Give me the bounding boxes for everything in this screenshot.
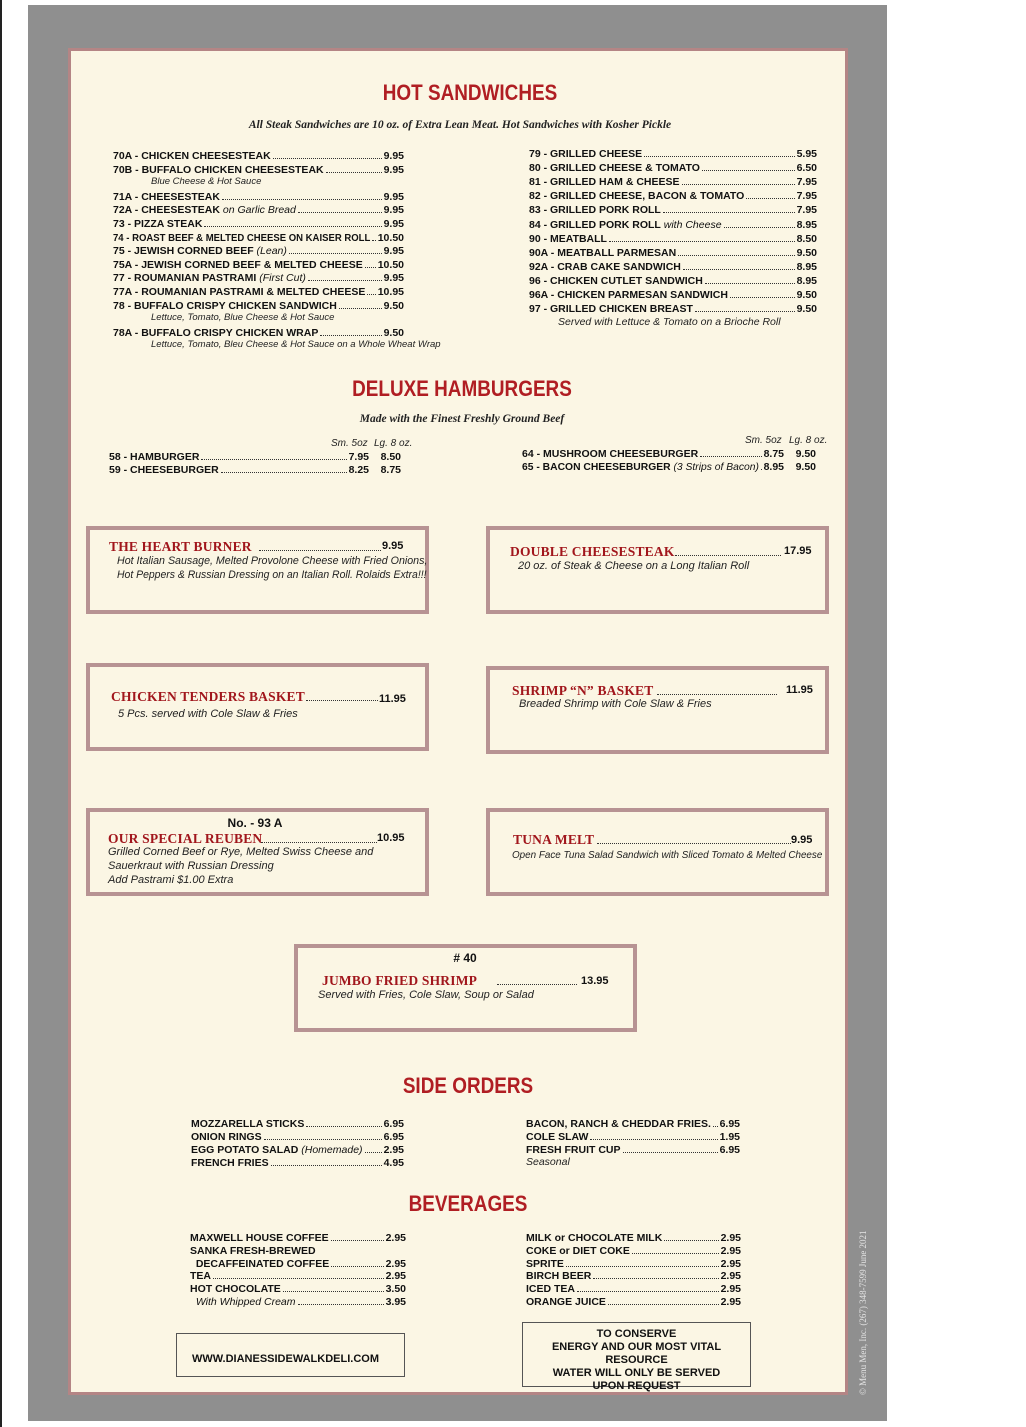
conserve-line-1: TO CONSERVE [596,1328,677,1340]
tuna-melt-title: TUNA MELT [513,832,595,847]
menu-item-name [113,163,324,177]
leader-dots [683,268,795,270]
menu-item-row [113,285,404,299]
conserve-line-2: ENERGY AND OUR MOST VITAL RESOURCE [551,1341,722,1366]
leader-dots [289,252,382,254]
shrimp-basket-price: 11.95 [786,684,813,696]
leader-dots [566,1265,719,1267]
leader-dots [761,468,762,470]
leader-dots [746,197,794,199]
menu-item-name [113,203,296,217]
hot-sandwiches-subtitle: All Steak Sandwiches are 10 oz. of Extra Lean Meat. Hot Sandwiches with Kosher Pickle [248,119,672,131]
menu-item-name-text: 90A - MEATBALL PARMESAN [529,246,677,259]
menu-item-price: 4.95 [383,1157,404,1169]
menu-item-name-text: FRENCH FRIES [191,1157,269,1169]
menu-item-name [113,190,220,204]
menu-item-name-text: HOT CHOCOLATE [190,1283,281,1296]
menu-item-name [529,288,728,302]
menu-item-name [113,299,337,313]
leader-dots [326,171,382,173]
menu-item-name [113,271,306,285]
menu-item-name-text: 77A - ROUMANIAN PASTRAMI & MELTED CHEESE [113,286,366,298]
leader-dots [730,296,795,298]
heart-burner-leader [259,549,381,551]
beverages-title: BEVERAGES [408,1191,528,1216]
price-small: 8.75 [763,448,784,460]
leader-dots [644,155,794,157]
menu-item-name [529,246,676,260]
menu-item-row [529,274,817,288]
menu-item-name-text: ICED TEA [526,1283,576,1296]
menu-item-row [191,1117,404,1131]
menu-item-qualifier: With Whipped Cream [190,1296,296,1308]
leader-dots [339,307,382,309]
menu-item-row [529,302,817,316]
leader-dots [298,211,382,213]
menu-item-name [529,161,700,175]
menu-item-price: 9.95 [383,272,404,285]
special-reuben-price: 10.95 [377,832,405,844]
menu-item-price: 9.95 [383,218,404,230]
heart-burner-price: 9.95 [382,540,404,552]
menu-item-name-text: COKE or DIET COKE [526,1244,630,1257]
menu-item-price: 1.95 [719,1131,740,1143]
menu-item-name [529,203,661,217]
burgers-subtitle: Made with the Finest Freshly Ground Beef [359,413,565,425]
menu-item-name-text: 64 - MUSHROOM CHEESEBURGER [522,448,699,460]
leader-dots [700,455,761,457]
menu-item-qualifier: (Lean) [253,245,287,258]
menu-item-row [529,189,817,203]
menu-item-row [522,460,816,474]
leader-dots [367,293,375,295]
special-reuben-desc-1: Grilled Corned Beef or Rye, Melted Swiss Cheese and [108,846,374,858]
menu-item-price: 9.50 [796,289,817,301]
menu-item-price: 8.95 [796,218,817,231]
leader-dots [664,1239,718,1241]
menu-item-price: 2.95 [385,1257,406,1270]
menu-item-row [191,1156,404,1170]
special-reuben-desc-2: Sauerkraut with Russian Dressing [108,860,274,872]
jumbo-shrimp-price: 13.95 [581,975,609,987]
burger-left-size-lg: Lg. 8 oz. [374,438,413,449]
menu-item-name-text: 70B - BUFFALO CHICKEN CHEESESTEAK [113,163,324,176]
menu-item-row [526,1117,740,1131]
menu-item-qualifier: (First Cut) [256,272,306,285]
menu-item-price: 9.95 [383,204,404,217]
conserve-line-3: WATER WILL ONLY BE SERVED [552,1367,721,1379]
menu-item-price: 8.50 [796,232,817,245]
item-note: Lettuce, Tomato, Blue Cheese & Hot Sauce [151,312,335,324]
jumbo-shrimp-title: JUMBO FRIED SHRIMP [322,973,478,988]
heart-burner-title: THE HEART BURNER [109,539,252,554]
menu-item-row [113,326,404,340]
menu-item-row [526,1143,740,1157]
menu-item-price: 9.95 [383,163,404,176]
leader-dots [308,279,382,281]
leader-dots [702,169,795,171]
menu-item-name-text: 78 - BUFFALO CRISPY CHICKEN SANDWICH [113,299,337,312]
menu-item-price: 6.95 [383,1118,404,1130]
leader-dots [609,240,795,242]
menu-item-name [526,1143,621,1157]
menu-item-price: 8.95 [796,274,817,287]
website-url[interactable]: WWW.DIANESSIDEWALKDELI.COM [192,1353,379,1365]
menu-item-name-text: 84 - GRILLED PORK ROLL [529,218,661,231]
leader-dots [705,282,795,284]
price-large: 9.50 [795,448,816,460]
menu-item-name-text: 70A - CHICKEN CHEESESTEAK [113,150,271,162]
menu-item-name-text: SANKA FRESH-BREWED [190,1244,316,1257]
hot-sandwiches-title: HOT SANDWICHES [382,80,558,105]
leader-dots [213,1277,384,1279]
chicken-tenders-price: 11.95 [379,693,406,705]
tuna-melt-leader [597,842,791,844]
menu-item-name-text: 92A - CRAB CAKE SANDWICH [529,260,681,273]
menu-item-name [529,189,744,203]
menu-item-price: 9.50 [796,246,817,259]
leader-dots [365,266,376,268]
menu-item-name [113,217,202,231]
menu-item-row [190,1295,406,1309]
jumbo-shrimp-number: # 40 [453,951,477,965]
menu-item-name-text: SPRITE [526,1257,564,1270]
menu-item-name [522,447,698,461]
menu-item-row [526,1130,740,1144]
jumbo-shrimp-desc: Served with Fries, Cole Slaw, Soup or Salad [318,989,534,1001]
menu-item-name-text: EGG POTATO SALAD [191,1144,299,1156]
menu-item-price: 9.95 [383,190,404,203]
menu-item-name [113,149,271,163]
menu-item-name [113,258,363,272]
menu-item-name [191,1143,363,1157]
menu-item-name-text: 58 - HAMBURGER [109,451,200,463]
menu-item-price: 9.50 [796,303,817,316]
menu-item-price: 6.50 [796,162,817,175]
menu-item-name [529,147,642,161]
menu-item-price: 2.95 [720,1244,741,1257]
special-reuben-number: No. - 93 A [227,816,283,830]
price-small: 7.95 [348,451,369,463]
menu-item-name-text: 77 - ROUMANIAN PASTRAMI [113,272,257,285]
menu-item-row [526,1295,741,1309]
menu-item-row [113,258,404,272]
menu-item-name-text: 78A - BUFFALO CRISPY CHICKEN WRAP [113,326,319,339]
menu-item-name-text: 72A - CHEESESTEAK [113,204,220,217]
menu-item-qualifier: (3 Strips of Bacon) [670,461,759,473]
menu-item-row [529,288,817,302]
menu-item-price: 2.95 [720,1283,741,1296]
menu-item-name-text: COLE SLAW [526,1131,589,1143]
leader-dots [331,1265,383,1267]
item-note: Blue Cheese & Hot Sauce [151,176,262,188]
leader-dots [283,1290,384,1292]
menu-item-row [109,463,401,477]
leader-dots [306,1125,381,1127]
menu-item-row [529,232,817,246]
menu-item-row [113,190,404,204]
menu-item-price: 5.95 [796,148,817,160]
menu-item-name-text: 90 - MEATBALL [529,232,607,245]
leader-dots [577,1290,719,1292]
leader-dots [204,225,381,227]
menu-item-name-text: 73 - PIZZA STEAK [113,218,203,230]
menu-item-name [113,244,287,258]
chicken-tenders-leader [306,699,378,701]
menu-item-name [529,260,681,274]
menu-item-price: 2.95 [720,1296,741,1308]
menu-item-name [109,450,199,464]
menu-item-name-text: BIRCH BEER [526,1270,592,1283]
menu-item-row [529,161,817,175]
double-cheesesteak-price: 17.95 [784,545,812,557]
menu-item-row [113,244,404,258]
menu-item-name-text: MOZZARELLA STICKS [191,1118,305,1130]
burger-left-size-sm: Sm. 5oz [331,438,368,449]
menu-item-price: 7.95 [796,190,817,203]
menu-item-name-text: FRESH FRUIT CUP [526,1144,621,1156]
menu-item-name-text: 96A - CHICKEN PARMESAN SANDWICH [529,289,728,301]
price-large: 9.50 [795,461,816,473]
menu-item-name-text: 71A - CHEESESTEAK [113,190,220,203]
menu-item-price: 7.95 [796,204,817,217]
menu-item-row [113,299,404,313]
menu-item-name-text: MILK or CHOCOLATE MILK [526,1232,663,1244]
menu-item-row [529,246,817,260]
menu-item-price: 10.50 [377,231,404,244]
menu-item-row [113,163,404,177]
menu-item-price: 10.95 [377,286,404,298]
menu-item-name-text: 80 - GRILLED CHEESE & TOMATO [529,162,700,175]
shrimp-basket-desc: Breaded Shrimp with Cole Slaw & Fries [519,698,712,710]
menu-item-name-text: MAXWELL HOUSE COFFEE [190,1232,329,1244]
menu-item-name-text: ORANGE JUICE [526,1296,606,1308]
shrimp-basket-leader [657,693,777,695]
menu-item-name [191,1117,304,1131]
menu-item-price: 6.95 [383,1131,404,1143]
menu-item-name-text: 81 - GRILLED HAM & CHEESE [529,176,680,189]
menu-item-price: 10.50 [377,258,404,271]
menu-item-price: 3.95 [385,1296,406,1308]
menu-item-name-text: 75A - JEWISH CORNED BEEF & MELTED CHEESE [113,258,363,271]
price-small: 8.95 [763,461,784,473]
menu-item-row [191,1130,404,1144]
menu-item-name-text: 83 - GRILLED PORK ROLL [529,204,661,217]
leader-dots [724,226,795,228]
leader-dots [264,1138,382,1140]
shrimp-basket-title: SHRIMP “N” BASKET [512,683,654,698]
menu-item-price: 7.95 [796,176,817,189]
menu-item-qualifier: (Homemade) [298,1144,363,1156]
jumbo-shrimp-leader [497,983,577,985]
menu-item-name-text: 96 - CHICKEN CUTLET SANDWICH [529,274,703,287]
menu-item-row [113,231,404,245]
leader-dots [590,1138,717,1140]
menu-item-row [522,447,816,461]
menu-item-name-text: DECAFFEINATED COFFEE [190,1257,330,1270]
menu-item-name-text: TEA [190,1270,211,1283]
menu-item-name-text: 65 - BACON CHEESEBURGER [522,461,671,473]
menu-item-row [191,1143,404,1157]
menu-item-price: 9.50 [383,299,404,312]
menu-item-name-text: 59 - CHEESEBURGER [109,464,219,476]
leader-dots [271,1164,382,1166]
menu-item-name [190,1295,296,1309]
special-reuben-desc-3: Add Pastrami $1.00 Extra [108,874,234,886]
menu-item-row [529,203,817,217]
special-reuben-leader [261,841,377,843]
menu-item-price: 6.95 [719,1118,740,1130]
menu-item-row [529,218,817,232]
item-note: Served with Lettuce & Tomato on a Brioche Roll [558,316,781,329]
menu-item-price: 6.95 [719,1144,740,1156]
side-orders-title: SIDE ORDERS [402,1073,534,1098]
menu-item-name-text: 79 - GRILLED CHEESE [529,148,643,160]
leader-dots [298,1303,384,1305]
burger-right-size-lg: Lg. 8 oz. [789,435,828,446]
conserve-notice [522,1328,751,1393]
burger-right-size-sm: Sm. 5oz [745,435,782,446]
menu-item-row [113,271,404,285]
double-cheesesteak-leader [675,554,781,556]
burgers-title: DELUXE HAMBURGERS [352,376,572,401]
menu-item-name [109,463,219,477]
leader-dots [273,157,382,159]
menu-item-row [113,217,404,231]
menu-item-name [526,1130,588,1144]
leader-dots [372,239,375,241]
heart-burner-desc-2: Hot Peppers & Russian Dressing on an Italian Roll. Rolaids Extra!!! [117,569,427,581]
heart-burner-desc-1: Hot Italian Sausage, Melted Provolone Cheese with Fried Onions, [117,555,428,567]
price-small: 8.25 [348,464,369,476]
price-large: 8.50 [380,451,401,463]
menu-item-name [529,232,607,246]
menu-item-price: 8.95 [796,260,817,273]
menu-item-price: 2.95 [383,1144,404,1156]
menu-item-name [113,285,365,299]
double-cheesesteak-title: DOUBLE CHEESESTEAK [510,544,675,559]
menu-item-row [113,203,404,217]
menu-item-name [529,302,693,316]
menu-item-name-text: 97 - GRILLED CHICKEN BREAST [529,303,693,316]
menu-item-price: 2.95 [720,1270,741,1283]
tuna-melt-desc: Open Face Tuna Salad Sandwich with Sliced Tomato & Melted Cheese [512,849,823,861]
price-large: 8.75 [380,464,401,476]
menu-item-row [109,450,401,464]
menu-item-name [529,175,680,189]
menu-item-name-text: 75 - JEWISH CORNED BEEF [113,245,254,258]
leader-dots [221,471,347,473]
leader-dots [593,1277,718,1279]
menu-item-qualifier: on Garlic Bread [219,204,296,217]
menu-item-name-text: ONION RINGS [191,1131,262,1143]
special-reuben-title: OUR SPECIAL REUBEN [108,831,263,846]
leader-dots [713,1125,718,1127]
menu-item-name [526,1295,606,1309]
leader-dots [222,198,382,200]
leader-dots [320,334,381,336]
leader-dots [663,211,795,213]
menu-item-name [113,231,370,245]
menu-item-name-text: BACON, RANCH & CHEDDAR FRIES. [526,1118,711,1130]
menu-item-row [529,175,817,189]
tuna-melt-price: 9.95 [791,834,813,846]
conserve-line-4: UPON REQUEST [592,1380,681,1392]
menu-item-name [113,326,318,340]
menu-item-name [522,460,759,474]
menu-item-name-text: 82 - GRILLED CHEESE, BACON & TOMATO [529,190,745,203]
menu-item-name [526,1117,711,1131]
leader-dots [678,254,794,256]
leader-dots [608,1303,719,1305]
menu-item-price: 2.95 [720,1257,741,1270]
menu-item-price: 2.95 [385,1232,406,1244]
item-note: Seasonal [526,1156,570,1168]
menu-item-name [529,274,703,288]
double-cheesesteak-desc: 20 oz. of Steak & Cheese on a Long Italian Roll [518,560,750,572]
menu-item-price: 9.95 [383,245,404,258]
menu-item-name-text: 74 - ROAST BEEF & MELTED CHEESE ON KAISER ROLL [113,231,371,244]
leader-dots [331,1239,384,1241]
leader-dots [201,458,346,460]
menu-item-price: 2.95 [720,1232,741,1244]
menu-item-name [191,1130,262,1144]
chicken-tenders-desc: 5 Pcs. served with Cole Slaw & Fries [118,708,298,720]
menu-item-name [529,218,722,232]
menu-item-qualifier: with Cheese [660,218,722,231]
menu-item-price: 2.95 [385,1270,406,1283]
menu-item-name [191,1156,269,1170]
menu-item-row [529,260,817,274]
leader-dots [695,310,795,312]
chicken-tenders-title: CHICKEN TENDERS BASKET [111,689,305,704]
page-edge-line [0,0,2,1427]
copyright-credit: © Menu Men, Inc. (267) 348-7599 June 2021 [858,1230,868,1395]
leader-dots [682,183,795,185]
menu-item-row [113,149,404,163]
leader-dots [365,1151,382,1153]
item-note: Lettuce, Tomato, Bleu Cheese & Hot Sauce on a Whole Wheat Wrap [151,339,441,351]
menu-item-price: 3.50 [385,1283,406,1296]
leader-dots [632,1252,719,1254]
leader-dots [623,1151,718,1153]
menu-item-row [529,147,817,161]
menu-item-price: 9.50 [383,326,404,339]
menu-item-price: 9.95 [383,150,404,162]
